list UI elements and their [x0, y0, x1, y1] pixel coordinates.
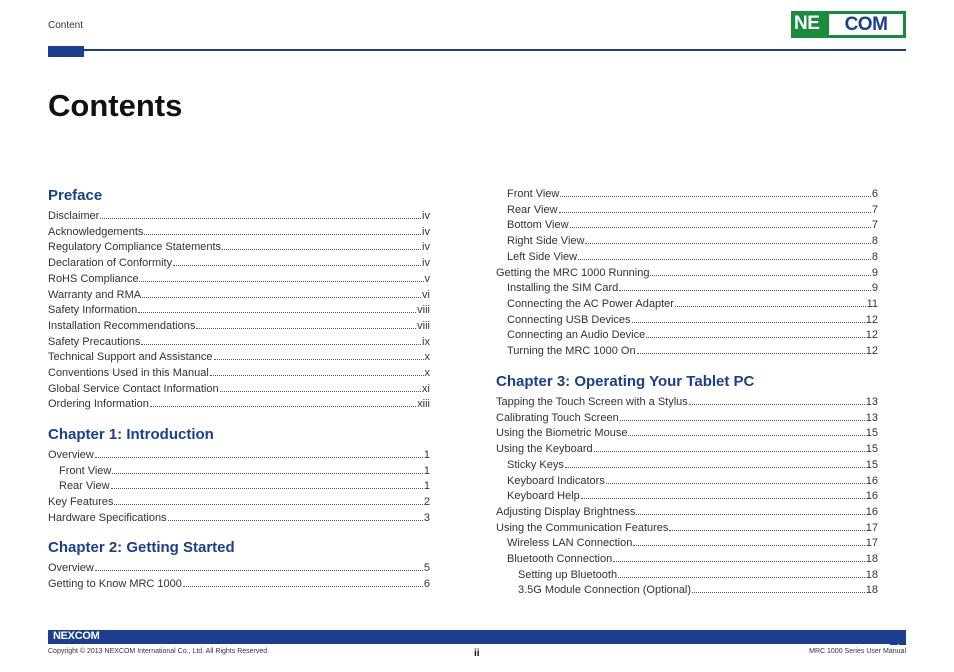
dot-leader — [669, 521, 864, 531]
toc-entry-label: Adjusting Display Brightness — [496, 505, 636, 518]
dot-leader — [95, 448, 423, 458]
dot-leader — [168, 511, 423, 521]
dot-leader — [111, 479, 423, 489]
toc-entry[interactable] — [507, 536, 878, 550]
dot-leader — [633, 536, 864, 546]
toc-entry-page: 9 — [871, 266, 878, 279]
dot-leader — [636, 505, 864, 515]
dot-leader — [606, 474, 865, 484]
toc-entry-page: 15 — [865, 427, 878, 440]
toc-entry-page: x — [424, 351, 430, 364]
page-title: Contents — [48, 88, 183, 123]
toc-entry[interactable] — [48, 288, 430, 302]
dot-leader — [222, 240, 421, 250]
toc-entry[interactable] — [507, 344, 878, 358]
dot-leader — [581, 489, 865, 499]
toc-entry-page: 8 — [871, 250, 878, 263]
dot-leader — [692, 583, 865, 593]
logo-part-2: COM — [844, 13, 888, 35]
toc-entry[interactable] — [507, 203, 878, 217]
toc-entry-label: Calibrating Touch Screen — [496, 411, 619, 424]
toc-entry-page: v — [424, 272, 430, 285]
toc-entry-page: ix — [422, 335, 430, 348]
toc-entry-page: 2 — [423, 496, 430, 509]
toc-entry-label: Using the Biometric Mouse — [496, 427, 628, 440]
dot-leader — [220, 382, 421, 392]
toc-entry-page: 11 — [866, 297, 878, 310]
toc-entry[interactable] — [48, 225, 430, 239]
dot-leader — [144, 225, 421, 235]
toc-entry[interactable] — [48, 397, 430, 411]
toc-entry[interactable] — [507, 458, 878, 472]
nexcom-logo — [791, 11, 906, 38]
toc-entry-page: 8 — [871, 235, 878, 248]
toc-entry-label: Tapping the Touch Screen with a Stylus — [496, 396, 688, 408]
toc-entry-label: Disclaimer — [48, 210, 100, 222]
toc-entry[interactable] — [48, 240, 430, 254]
toc-entry-label: Bluetooth Connection — [507, 553, 613, 565]
toc-entry[interactable] — [48, 319, 430, 333]
toc-entry-label: Safety Information — [48, 304, 138, 317]
logo-part-1: NE — [794, 13, 820, 34]
toc-entry[interactable] — [48, 495, 430, 509]
toc-entry[interactable] — [48, 561, 430, 575]
toc-entry-page: 6 — [423, 577, 430, 590]
toc-entry-label: 3.5G Module Connection (Optional) — [518, 584, 692, 597]
toc-entry[interactable] — [48, 448, 430, 462]
section-heading: Chapter 3: Operating Your Tablet PC — [496, 373, 755, 390]
section-heading: Chapter 2: Getting Started — [48, 539, 235, 556]
dot-leader — [628, 426, 864, 436]
toc-entry-page: 1 — [423, 464, 430, 477]
toc-entry-page: 7 — [871, 203, 878, 216]
toc-entry-page: 12 — [865, 313, 878, 326]
dot-leader — [139, 272, 423, 282]
toc-entry[interactable] — [507, 187, 878, 201]
toc-entry[interactable] — [48, 335, 430, 349]
dot-leader — [142, 288, 421, 298]
toc-entry-label: Front View — [507, 188, 560, 200]
toc-entry-label: Using the Keyboard — [496, 443, 593, 456]
toc-entry-label: Global Service Contact Information — [48, 382, 219, 395]
toc-entry-page: 1 — [423, 449, 430, 461]
toc-entry-label: Right Side View — [507, 235, 585, 248]
toc-entry-label: Connecting an Audio Device — [507, 329, 646, 342]
dot-leader — [675, 297, 866, 307]
toc-entry[interactable] — [507, 297, 878, 311]
dot-leader — [210, 366, 424, 376]
dot-leader — [183, 577, 423, 587]
toc-entry[interactable] — [507, 234, 878, 248]
toc-entry-page: 16 — [865, 474, 878, 487]
toc-entry-page: 7 — [871, 219, 878, 232]
toc-entry-page: 17 — [865, 537, 878, 550]
toc-entry-label: Conventions Used in this Manual — [48, 367, 209, 379]
toc-entry-label: Warranty and RMA — [48, 288, 142, 301]
page-number: ii — [474, 648, 480, 659]
toc-entry-page: xiii — [417, 398, 430, 411]
dot-leader — [559, 203, 871, 213]
toc-entry-page: 18 — [865, 584, 878, 597]
copyright-text: Copyright © 2013 NEXCOM International Co., Ltd. All Rights Reserved. — [48, 648, 270, 655]
dot-leader — [632, 313, 865, 323]
toc-entry-label: Getting to Know MRC 1000 — [48, 577, 182, 590]
toc-entry-page: viii — [417, 319, 430, 332]
dot-leader — [100, 209, 421, 219]
dot-leader — [594, 442, 865, 452]
toc-entry-label: Overview — [48, 562, 94, 574]
toc-entry-label: Keyboard Indicators — [507, 474, 605, 487]
manual-title: MRC 1000 Series User Manual — [809, 648, 906, 655]
toc-entry-label: Keyboard Help — [507, 490, 580, 503]
section-heading: Chapter 1: Introduction — [48, 426, 214, 443]
toc-entry-page: 12 — [865, 345, 878, 357]
toc-entry-page: 16 — [865, 490, 878, 503]
toc-entry-label: Connecting the AC Power Adapter — [507, 297, 674, 310]
dot-leader — [613, 552, 865, 562]
toc-entry-label: Technical Support and Assistance — [48, 351, 213, 364]
toc-entry-page: 3 — [423, 511, 430, 524]
toc-entry-label: Front View — [59, 464, 112, 477]
dot-leader — [570, 218, 871, 228]
dot-leader — [95, 561, 423, 571]
toc-entry-label: Overview — [48, 449, 94, 461]
toc-entry[interactable] — [48, 209, 430, 223]
toc-entry[interactable] — [59, 479, 430, 493]
toc-entry[interactable] — [507, 489, 878, 503]
toc-entry-label: Sticky Keys — [507, 458, 564, 471]
toc-entry-page: iv — [422, 241, 430, 254]
header-rule — [84, 49, 906, 51]
toc-entry-page: 9 — [871, 282, 878, 295]
toc-entry[interactable] — [496, 521, 878, 535]
toc-entry[interactable] — [507, 313, 878, 327]
toc-entry[interactable] — [507, 218, 878, 232]
dot-leader — [646, 328, 865, 338]
dot-leader — [637, 344, 865, 354]
dot-leader — [560, 187, 871, 197]
toc-entry-label: Installation Recommendations — [48, 319, 196, 332]
toc-entry-label: Ordering Information — [48, 398, 149, 411]
dot-leader — [620, 411, 865, 421]
dot-leader — [138, 303, 416, 313]
header-accent-block — [48, 46, 84, 57]
toc-entry-page: 16 — [865, 505, 878, 518]
toc-entry[interactable] — [496, 505, 878, 519]
toc-entry-page: iv — [422, 210, 430, 222]
dot-leader — [114, 495, 422, 505]
toc-entry[interactable] — [48, 272, 430, 286]
toc-entry-page: iv — [422, 257, 430, 270]
toc-entry-label: Using the Communication Features — [496, 521, 669, 534]
toc-entry[interactable] — [48, 577, 430, 591]
footer-logo: NEXCOM — [53, 630, 100, 642]
toc-entry-label: Declaration of Conformity — [48, 257, 173, 270]
toc-entry[interactable] — [518, 568, 878, 582]
dot-leader — [214, 350, 424, 360]
toc-entry-page: x — [424, 367, 430, 379]
toc-entry-page: viii — [417, 304, 430, 317]
dot-leader — [585, 234, 870, 244]
toc-entry[interactable] — [496, 266, 878, 280]
toc-entry-label: Getting the MRC 1000 Running — [496, 266, 650, 279]
toc-entry-page: 15 — [865, 458, 878, 471]
toc-entry[interactable] — [496, 411, 878, 425]
toc-entry[interactable] — [507, 552, 878, 566]
toc-entry-label: Setting up Bluetooth — [518, 568, 618, 581]
dot-leader — [618, 568, 865, 578]
toc-entry-label: Regulatory Compliance Statements — [48, 241, 222, 254]
toc-entry-label: Left Side View — [507, 250, 578, 263]
dot-leader — [565, 458, 865, 468]
toc-entry-page: iv — [422, 225, 430, 238]
toc-entry-page: 12 — [865, 329, 878, 342]
dot-leader — [112, 464, 423, 474]
dot-leader — [196, 319, 416, 329]
footer-square-icon — [899, 638, 906, 645]
toc-entry-label: Installing the SIM Card — [507, 282, 619, 295]
dot-leader — [141, 335, 421, 345]
toc-entry-page: 1 — [423, 480, 430, 493]
toc-entry-label: Hardware Specifications — [48, 511, 167, 524]
toc-entry-label: Key Features — [48, 496, 114, 509]
toc-entry[interactable] — [48, 303, 430, 317]
toc-entry[interactable] — [496, 395, 878, 409]
dot-leader — [578, 250, 871, 260]
toc-entry-page: xi — [422, 382, 430, 395]
dot-leader — [173, 256, 421, 266]
dot-leader — [619, 281, 871, 291]
toc-entry-label: RoHS Compliance — [48, 272, 139, 285]
toc-entry[interactable] — [48, 511, 430, 525]
dot-leader — [650, 266, 870, 276]
dot-leader — [689, 395, 865, 405]
header-section-label: Content — [48, 20, 84, 31]
toc-entry-page: 13 — [865, 396, 878, 408]
toc-entry-page: 13 — [865, 411, 878, 424]
footer-square-icon — [890, 638, 898, 645]
toc-entry[interactable] — [496, 442, 878, 456]
toc-entry-page: 6 — [871, 188, 878, 200]
toc-entry[interactable] — [507, 474, 878, 488]
toc-entry[interactable] — [48, 366, 430, 380]
toc-entry[interactable] — [59, 464, 430, 478]
toc-entry[interactable] — [518, 583, 878, 597]
toc-entry-page: 18 — [865, 553, 878, 565]
toc-entry[interactable] — [48, 350, 430, 364]
toc-entry[interactable] — [48, 256, 430, 270]
toc-entry-label: Connecting USB Devices — [507, 313, 631, 326]
toc-entry-label: Bottom View — [507, 219, 569, 232]
toc-entry-page: 5 — [423, 562, 430, 574]
toc-entry-page: 15 — [865, 443, 878, 456]
toc-entry[interactable] — [48, 382, 430, 396]
footer-square-icon — [890, 630, 898, 637]
toc-entry[interactable] — [507, 281, 878, 295]
toc-entry[interactable] — [507, 250, 878, 264]
toc-entry-label: Safety Precautions — [48, 335, 141, 348]
toc-entry-label: Acknowledgements — [48, 225, 144, 238]
toc-entry-label: Rear View — [507, 203, 558, 216]
footer-bar — [48, 630, 906, 644]
toc-entry-page: vi — [422, 288, 430, 301]
toc-entry[interactable] — [496, 426, 878, 440]
toc-entry-label: Wireless LAN Connection — [507, 537, 633, 550]
toc-entry[interactable] — [507, 328, 878, 342]
section-heading: Preface — [48, 187, 103, 204]
toc-entry-page: 17 — [865, 521, 878, 534]
toc-entry-label: Turning the MRC 1000 On — [507, 345, 636, 357]
dot-leader — [150, 397, 416, 407]
toc-entry-label: Rear View — [59, 480, 110, 493]
toc-entry-page: 18 — [865, 568, 878, 581]
